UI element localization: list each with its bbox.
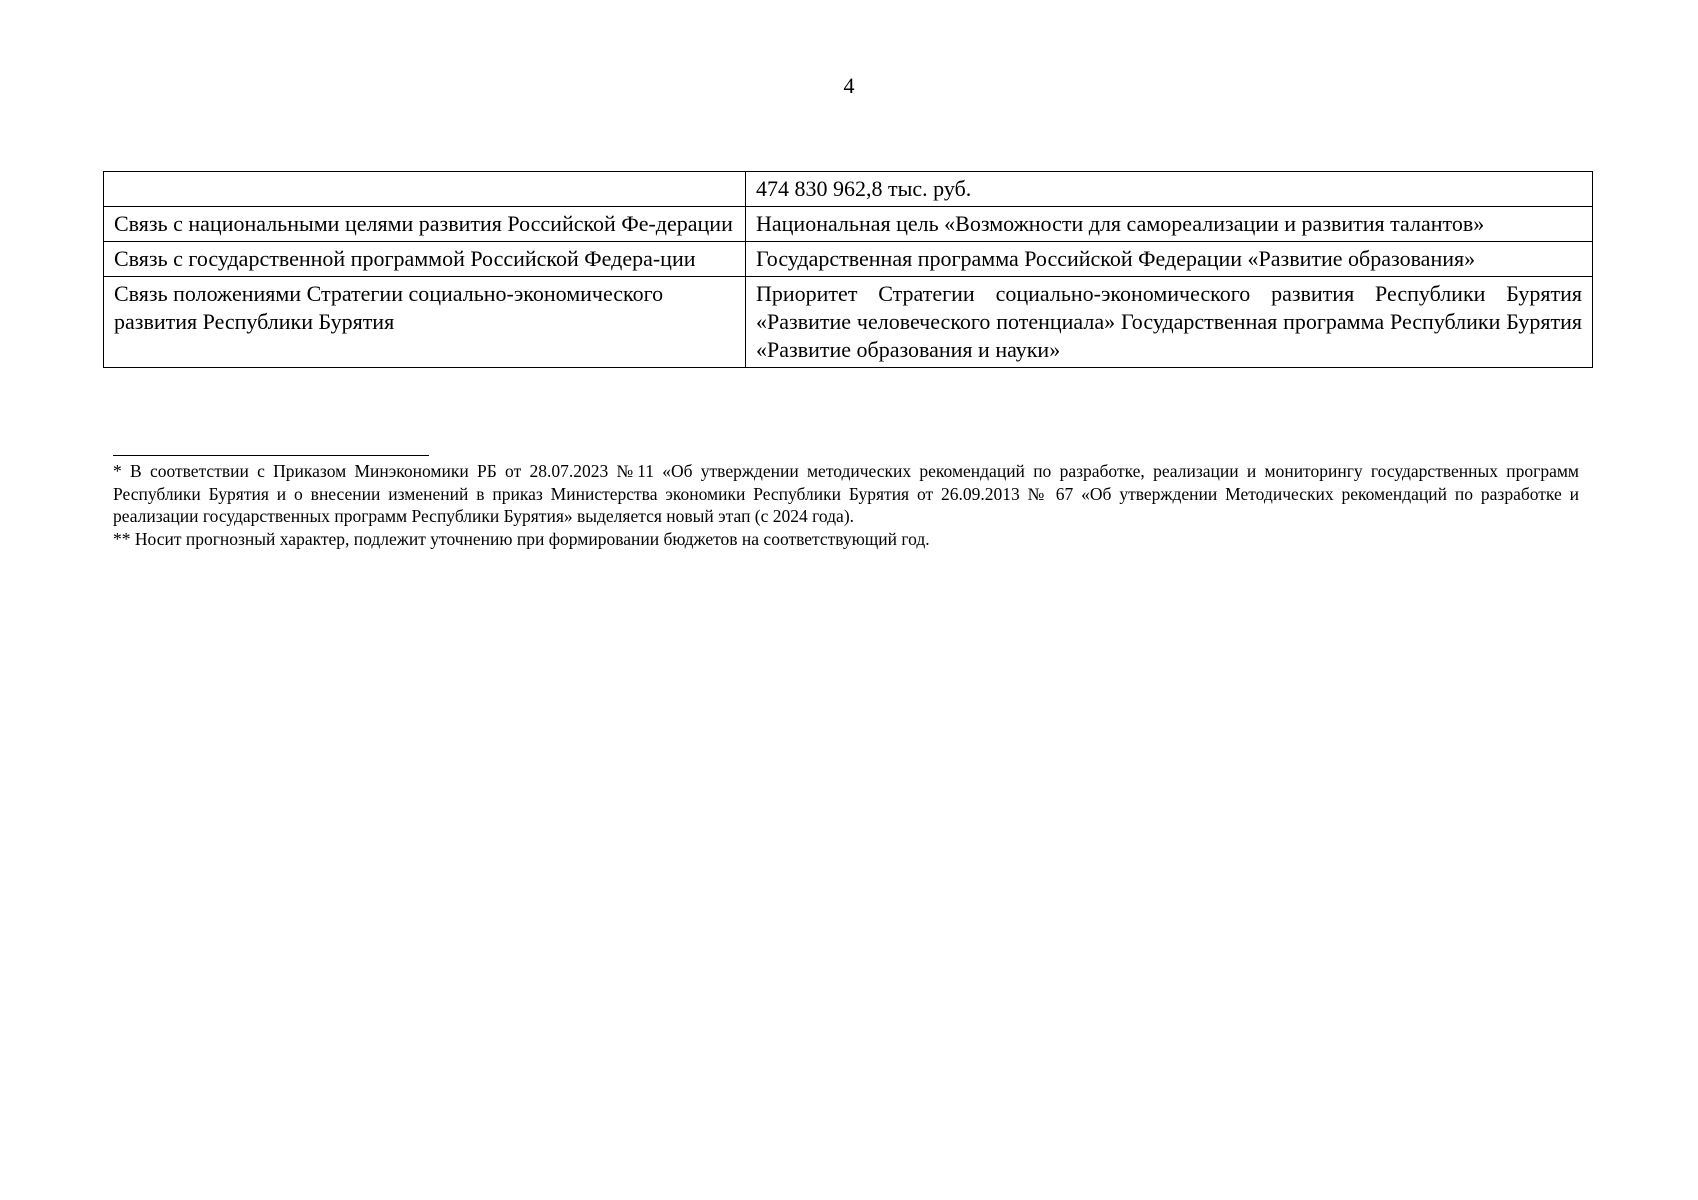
row-value: Приоритет Стратегии социально-экономического развития Республики Бурятия «Развитие человеческого потенциала» Государственная программа Республики Бурятия «Развитие образования и науки» (746, 277, 1593, 368)
table-row-funding (104, 172, 1593, 207)
footnote-separator (113, 455, 429, 456)
row-value: Государственная программа Российской Федерации «Развитие образования» (746, 242, 1593, 277)
table-row-strategy (104, 277, 1593, 368)
row-label: Связь с государственной программой Российской Федера-ции (104, 242, 746, 277)
table-row-federal-program (104, 242, 1593, 277)
page-number: 4 (843, 73, 855, 98)
row-label: Связь с национальными целями развития Российской Фе-дерации (104, 207, 746, 242)
footnotes (113, 460, 1579, 550)
footnote-2: ** Носит прогнозный характер, подлежит уточнению при формировании бюджетов на соответствующий год. (113, 528, 930, 549)
row-value: 474 830 962,8 тыс. руб. (746, 172, 1593, 207)
footnote-1: * В соответствии с Приказом Минэкономики РБ от 28.07.2023 №11 «Об утверждении методических рекомендаций по разработке, реализации и мониторингу государственных программ Республики Бурятия и о внесении изменений в приказ Министерства экономики Республики Бурятия от 26.09.2013 № 67 «Об утверждении Методических рекомендаций по разработке и реализации государственных программ Республики Бурятия» выделяется новый этап (с 2024 года). (113, 461, 1579, 526)
table-row-national-goals (104, 207, 1593, 242)
row-value: Национальная цель «Возможности для самореализации и развития талантов» (746, 207, 1593, 242)
row-label: Связь положениями Стратегии социально-экономического развития Республики Бурятия (104, 277, 746, 368)
row-label (104, 172, 746, 207)
passport-table (103, 171, 1593, 368)
